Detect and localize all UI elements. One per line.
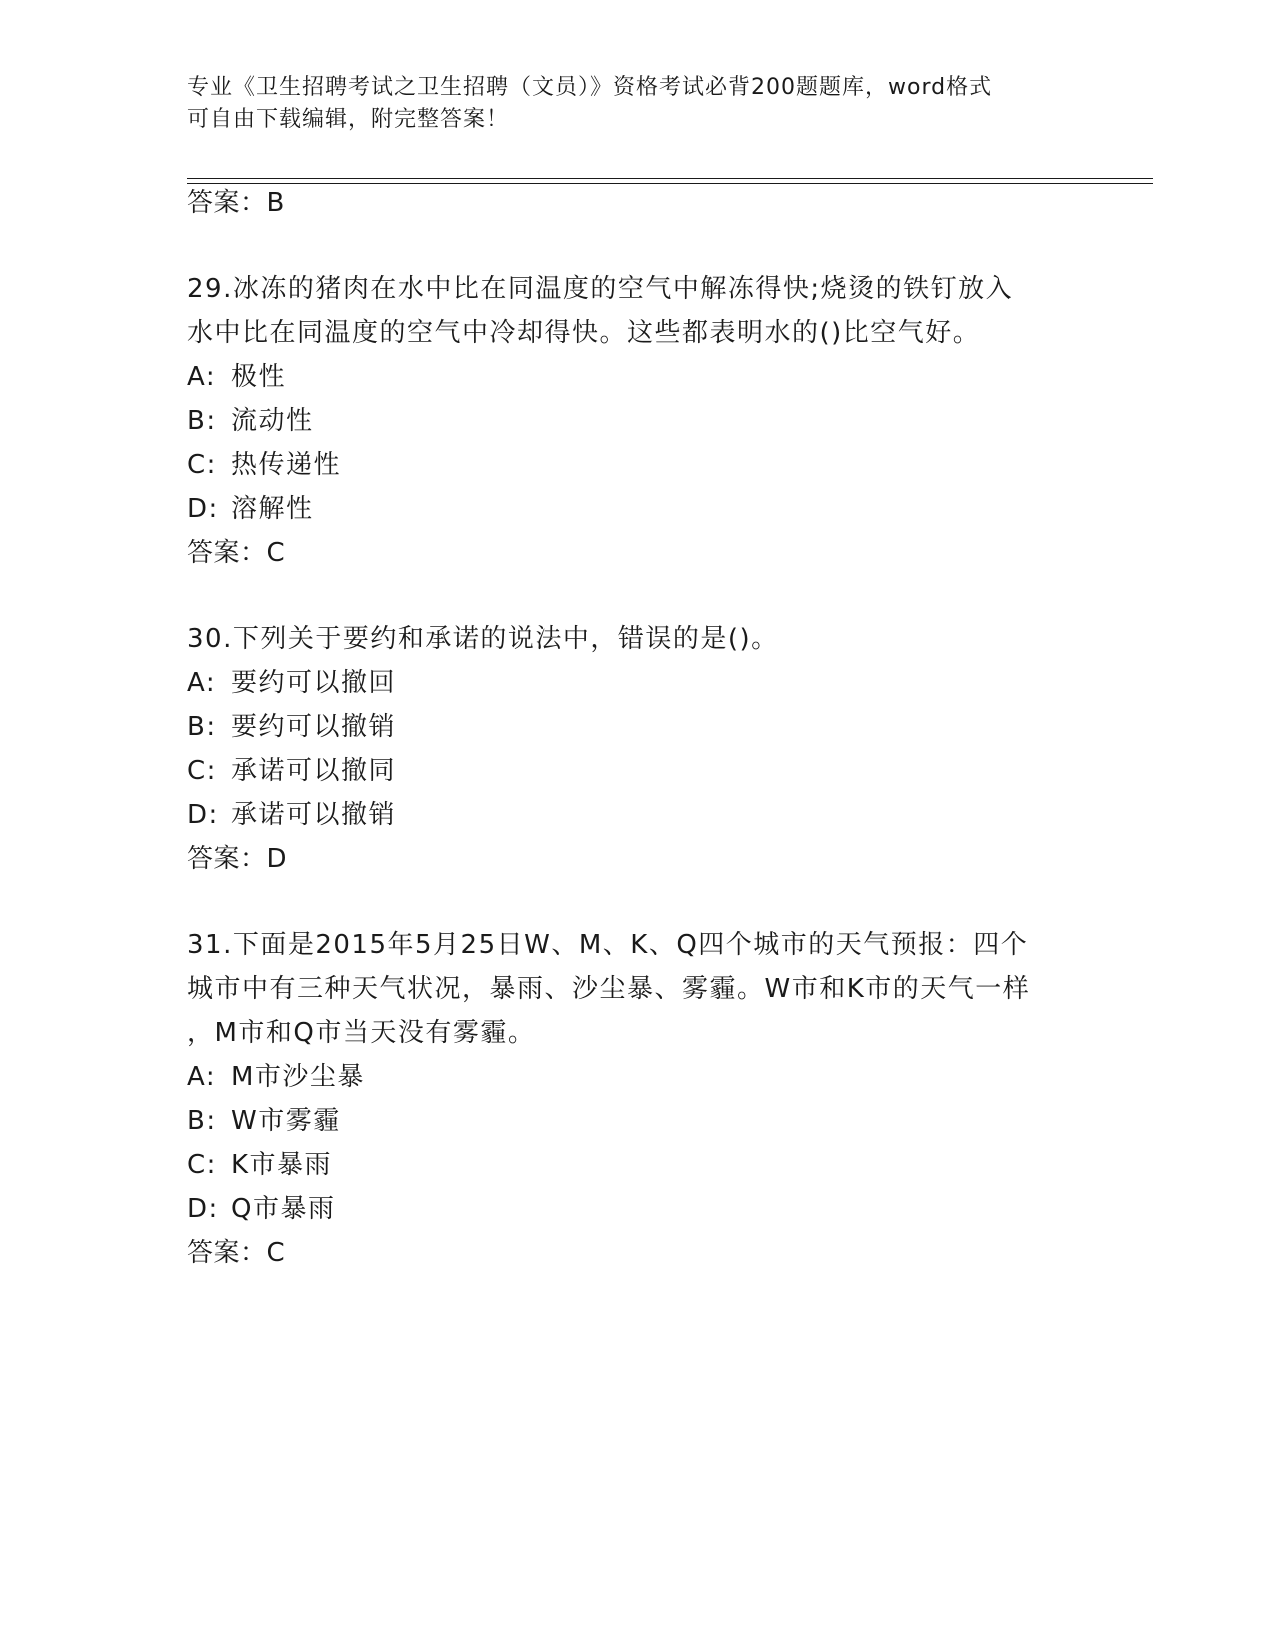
option-key: D: xyxy=(187,800,219,830)
option-text: 极性 xyxy=(231,362,287,392)
header-divider xyxy=(187,183,1153,184)
option-c xyxy=(187,448,341,482)
option-key: A: xyxy=(187,1062,217,1092)
option-key: D: xyxy=(187,1194,219,1224)
question-stem: 30.下列关于要约和承诺的说法中，错误的是()。 xyxy=(187,624,779,654)
option-key: B: xyxy=(187,406,217,436)
option-a xyxy=(187,1060,365,1094)
option-key: A: xyxy=(187,362,217,392)
option-key: A: xyxy=(187,668,217,698)
option-text: 流动性 xyxy=(231,406,314,436)
option-key: C: xyxy=(187,756,217,786)
option-key: C: xyxy=(187,1150,217,1180)
option-text: 承诺可以撤销 xyxy=(231,800,397,830)
option-b xyxy=(187,710,396,744)
question-stem: 29.冰冻的猪肉在水中比在同温度的空气中解冻得快;烧烫的铁钉放入 xyxy=(187,274,1014,304)
answer-line: 答案：C xyxy=(187,1238,286,1268)
option-key: B: xyxy=(187,712,217,742)
option-text: 要约可以撤销 xyxy=(231,712,397,742)
option-d xyxy=(187,798,396,832)
option-d xyxy=(187,1192,335,1226)
option-text: W市雾霾 xyxy=(231,1106,341,1136)
option-text: M市沙尘暴 xyxy=(231,1062,365,1092)
header-line-2: 可自由下载编辑，附完整答案！ xyxy=(187,107,510,132)
question-stem: 水中比在同温度的空气中冷却得快。这些都表明水的()比空气好。 xyxy=(187,318,981,348)
question-stem: 31.下面是2015年5月25日W、M、K、Q四个城市的天气预报：四个 xyxy=(187,930,1029,960)
option-key: C: xyxy=(187,450,217,480)
option-b xyxy=(187,404,314,438)
option-text: 溶解性 xyxy=(231,494,314,524)
option-text: K市暴雨 xyxy=(231,1150,333,1180)
option-text: 要约可以撤回 xyxy=(231,668,397,698)
option-text: 承诺可以撤同 xyxy=(231,756,397,786)
option-text: 热传递性 xyxy=(231,450,342,480)
option-a xyxy=(187,360,286,394)
answer-line: 答案：D xyxy=(187,844,288,874)
option-key: B: xyxy=(187,1106,217,1136)
option-text: Q市暴雨 xyxy=(231,1194,336,1224)
option-a xyxy=(187,666,396,700)
option-d xyxy=(187,492,314,526)
header-divider xyxy=(187,178,1153,179)
option-c xyxy=(187,754,396,788)
option-key: D: xyxy=(187,494,219,524)
option-c xyxy=(187,1148,332,1182)
document-header xyxy=(187,72,1087,136)
question-stem: ，M市和Q市当天没有雾霾。 xyxy=(187,1018,536,1048)
question-stem: 城市中有三种天气状况，暴雨、沙尘暴、雾霾。W市和K市的天气一样 xyxy=(187,974,1031,1004)
header-line-1: 专业《卫生招聘考试之卫生招聘（文员）》资格考试必背200题题库，word格式 xyxy=(187,75,993,100)
answer-line: 答案：B xyxy=(187,188,285,218)
answer-line: 答案：C xyxy=(187,538,286,568)
option-b xyxy=(187,1104,341,1138)
